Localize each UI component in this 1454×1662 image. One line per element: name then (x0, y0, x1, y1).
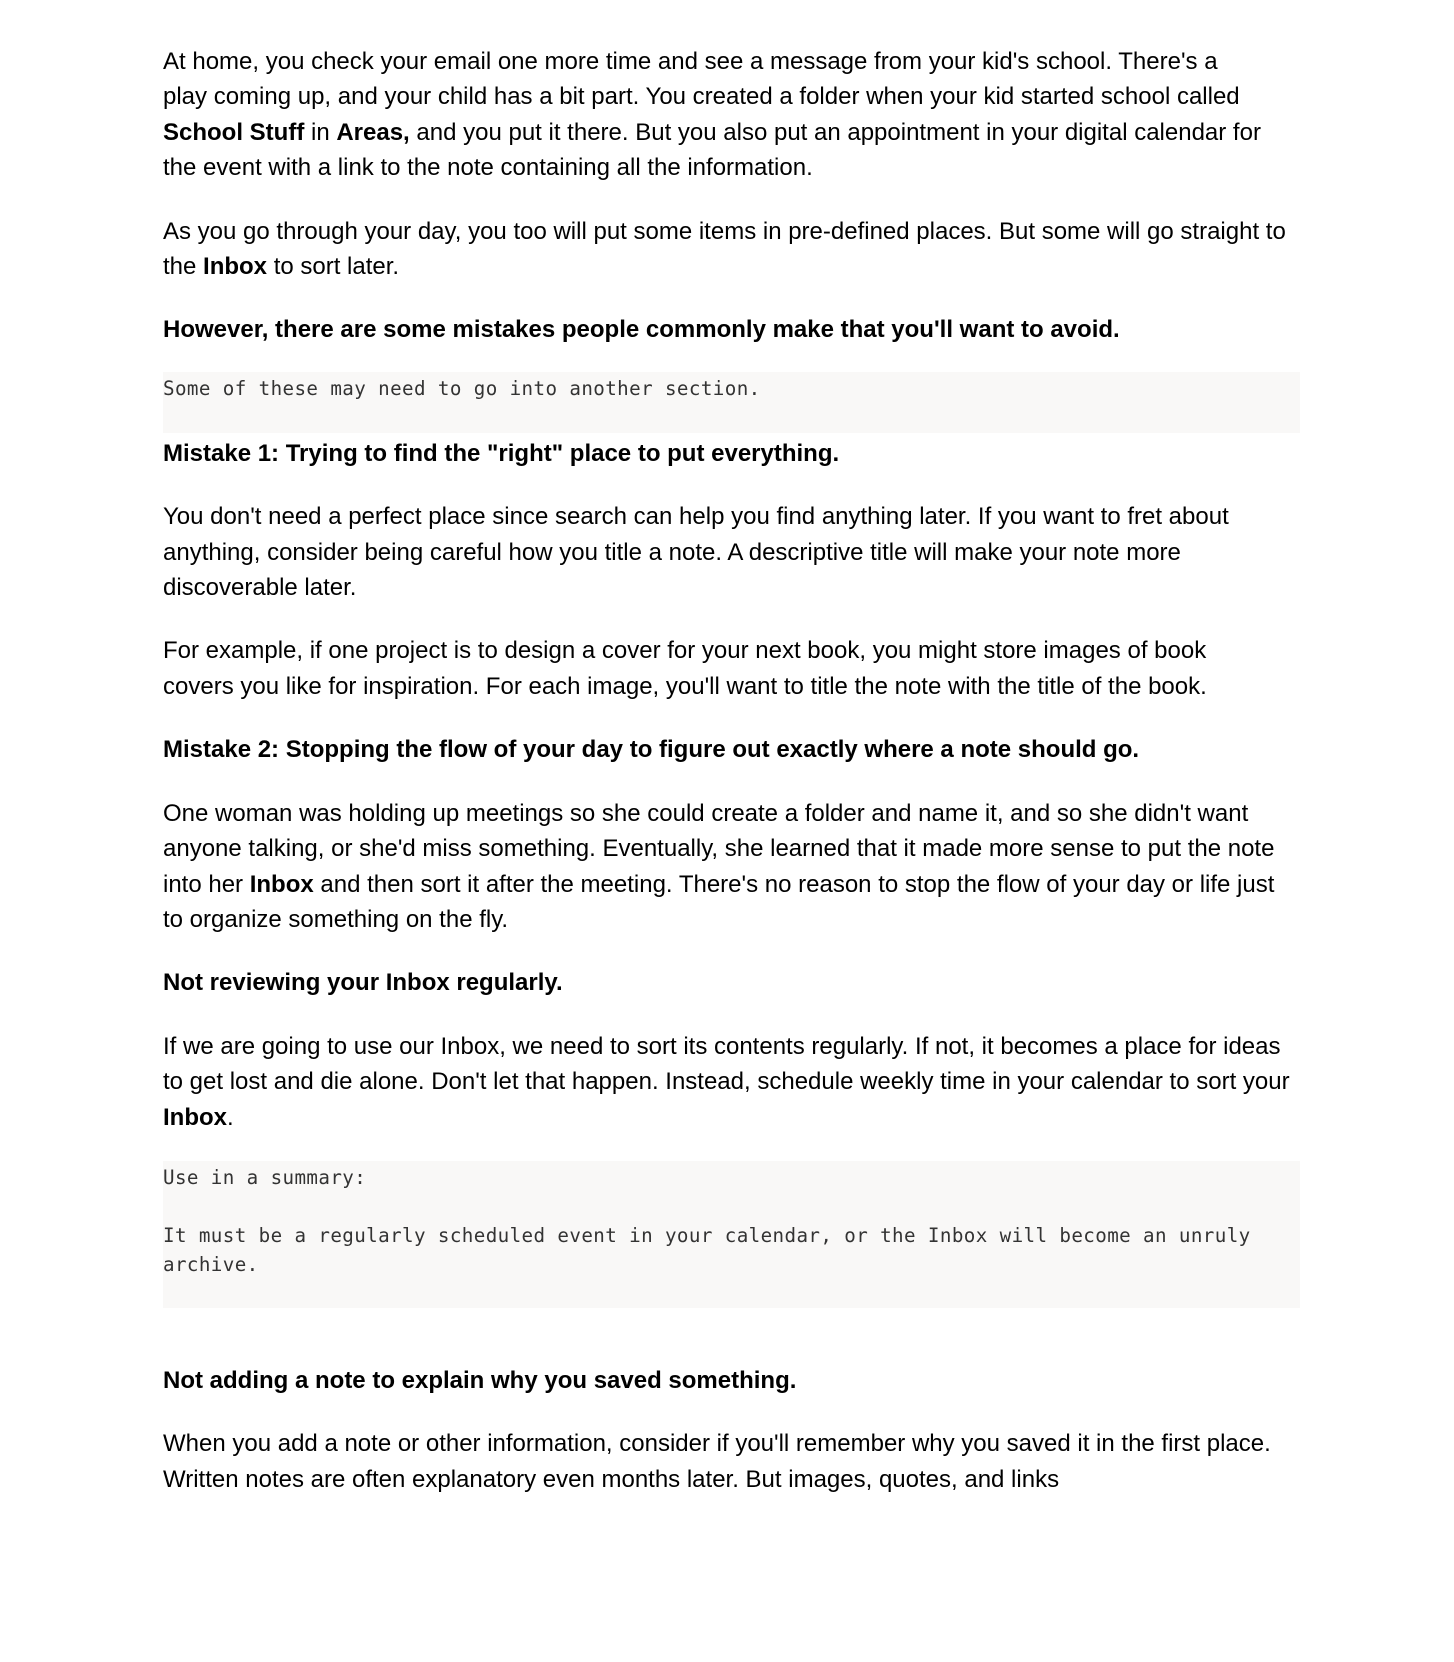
heading-mistake-2: Mistake 2: Stopping the flow of your day to figure out exactly where a note should go. (163, 736, 1140, 764)
paragraph-explain-note: When you add a note or other information, consider if you'll remember why you saved it in the first place. Written notes are often explanatory even months later. But images, quotes, and links (163, 1430, 1271, 1493)
paragraph-inbox-review: If we are going to use our Inbox, we need to sort its contents regularly. If not, it becomes a place for ideas to get lost and die alone. Don't let that happen. Instead, schedule weekly time in your calendar to sort your Inbox. (163, 1032, 1290, 1131)
document-body (163, 44, 1300, 1497)
bold-inbox-2: Inbox (249, 870, 314, 898)
paragraph-school-play: At home, you check your email one more time and see a message from your kid's school. There's a play coming up, and your child has a bit part. You created a folder when your kid started school called School Stuff in Areas, and you put it there. But you also put an appointment in your digital calendar for the event with a link to the note containing all the information. (163, 48, 1261, 182)
bold-inbox-3: Inbox (163, 1103, 227, 1131)
code-line-summary-label: Use in a summary: (163, 1161, 1300, 1192)
code-line: Some of these may need to go into another section. (163, 372, 1300, 403)
bold-areas: Areas, (336, 118, 410, 146)
bold-school-stuff: School Stuff (163, 118, 305, 146)
heading-mistake-1: Mistake 1: Trying to find the "right" place to put everything. (163, 439, 840, 467)
paragraph-mistake-1-example: For example, if one project is to design a cover for your next book, you might store images of book covers you like for inspiration. For each image, you'll want to title the note with the title of the book. (163, 637, 1207, 700)
heading-inbox-review: Not reviewing your Inbox regularly. (163, 969, 563, 997)
paragraph-inbox-sort: As you go through your day, you too will put some items in pre-defined places. But some will go straight to the Inbox to sort later. (163, 217, 1286, 281)
heading-explain-note: Not adding a note to explain why you saved something. (163, 1366, 797, 1394)
code-block-section-note (163, 372, 1300, 433)
heading-common-mistakes: However, there are some mistakes people commonly make that you'll want to avoid. (163, 316, 1120, 344)
code-block-summary (163, 1161, 1300, 1308)
paragraph-mistake-2-meetings: One woman was holding up meetings so she could create a folder and name it, and so she didn't want anyone talking, or she'd miss something. Eventually, she learned that it made more sense to put the note into her Inbox and then sort it after the meeting. There's no reason to stop the flow of your day or life just to organize something on the fly. (163, 799, 1275, 933)
paragraph-mistake-1-search: You don't need a perfect place since search can help you find anything later. If you want to fret about anything, consider being careful how you title a note. A descriptive title will make your note more discoverable later. (163, 503, 1229, 602)
code-line-summary-text: It must be a regularly scheduled event in your calendar, or the Inbox will become an unruly archive. (163, 1221, 1300, 1279)
bold-inbox: Inbox (203, 253, 268, 281)
